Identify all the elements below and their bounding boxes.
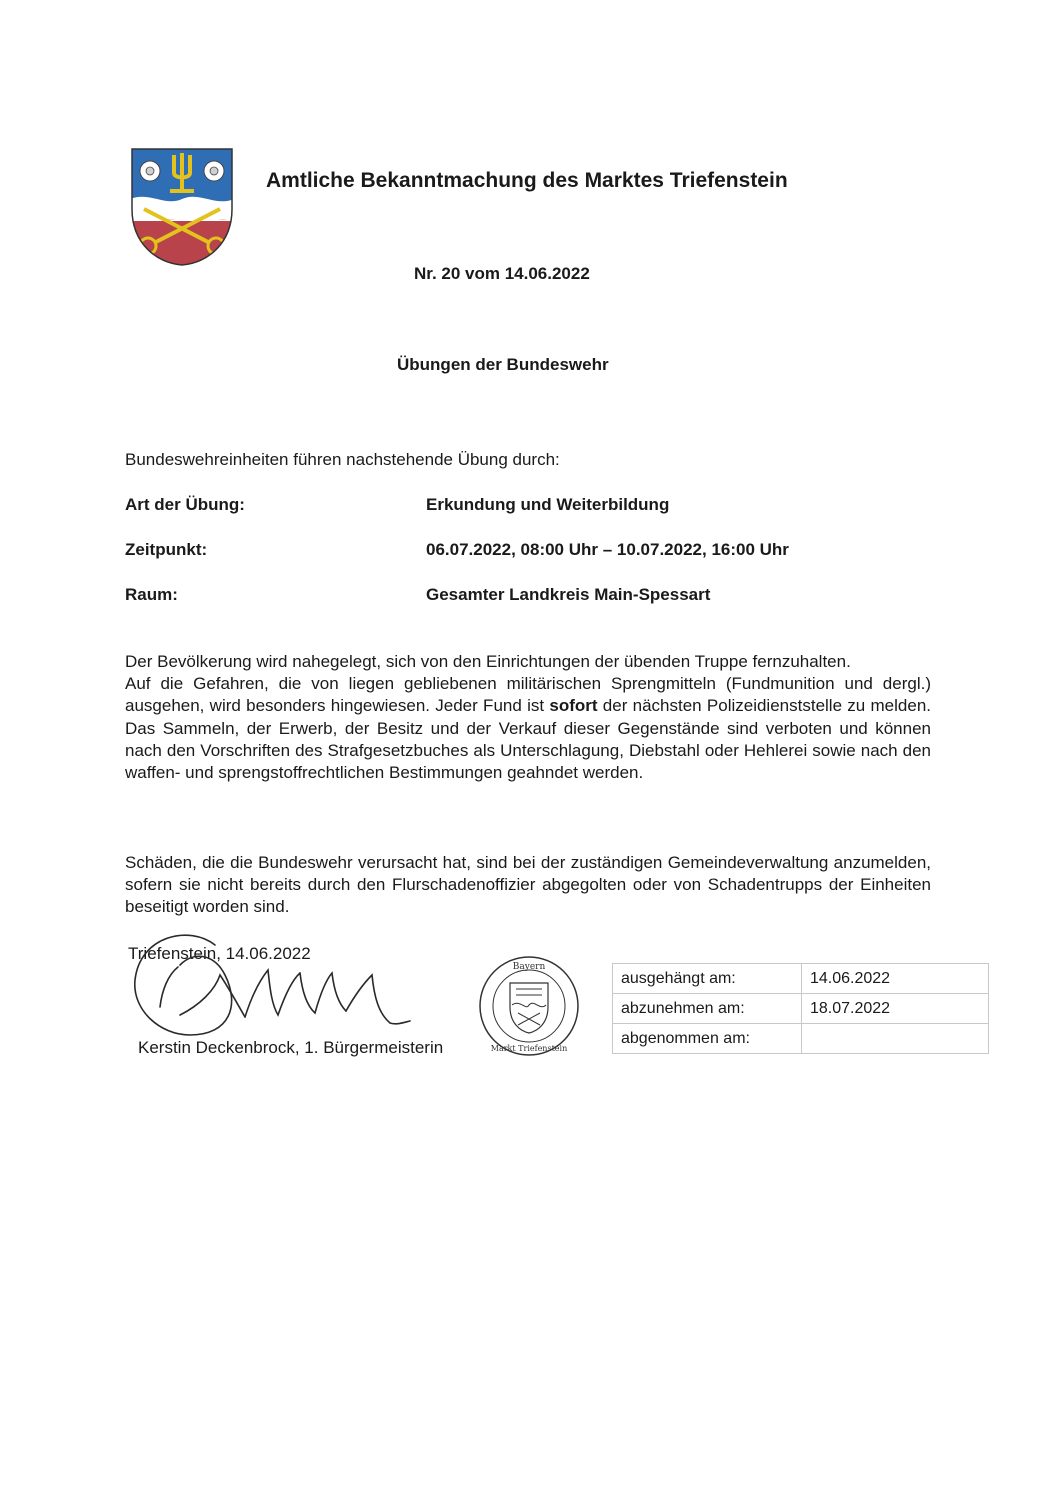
damages-paragraph: Schäden, die die Bundeswehr verursacht hat, sind bei der zuständigen Gemeindeverwaltung anzumelden, sofern sie nicht bereits durch den Flurschadenoffizier abgegolten oder von Schadentrupps der Einheiten beseitigt worden sind. (125, 853, 931, 917)
place-date: Triefenstein, 14.06.2022 (128, 944, 311, 963)
detail-label-art: Art der Übung: (125, 495, 245, 514)
posting-label: abzunehmen am: (613, 994, 802, 1024)
posting-label: abgenommen am: (613, 1024, 802, 1054)
table-row (613, 1024, 989, 1054)
handwritten-signature-icon (120, 895, 420, 1055)
seal-text-bottom: Markt Triefenstein (490, 1044, 568, 1053)
detail-value-zeitpunkt: 06.07.2022, 08:00 Uhr – 10.07.2022, 16:00 Uhr (426, 540, 789, 559)
page-title: Amtliche Bekanntmachung des Marktes Triefenstein (266, 169, 788, 192)
paragraph-bold: sofort (549, 696, 598, 716)
triefenstein-coat-of-arms-icon (130, 147, 234, 267)
paragraph-main (125, 673, 931, 784)
municipal-seal-icon (478, 955, 580, 1057)
posting-value: 14.06.2022 (802, 964, 989, 994)
detail-label-raum: Raum: (125, 585, 178, 604)
subject-heading: Übungen der Bundeswehr (397, 355, 609, 374)
table-row (613, 964, 989, 994)
table-row (613, 994, 989, 1024)
signer-name: Kerstin Deckenbrock, 1. Bürgermeisterin (138, 1038, 444, 1057)
paragraph-text-b: der nächsten Polizeidienststelle zu melden. Das Sammeln, der Erwerb, der Besitz und der Verkauf dieser Gegenstände sind verboten und können nach den Vorschriften des Strafgesetzbuches als Unterschlagung, Diebstahl oder Hehlerei sowie nach den waffen- und sprengstoffrechtlichen Bestimmungen geahndet werden. (125, 696, 931, 783)
posting-value: 18.07.2022 (802, 994, 989, 1024)
posting-value (802, 1024, 989, 1054)
warning-paragraph (125, 651, 931, 784)
detail-label-zeitpunkt: Zeitpunkt: (125, 540, 208, 559)
issue-number: Nr. 20 vom 14.06.2022 (414, 264, 590, 283)
posting-label: ausgehängt am: (613, 964, 802, 994)
detail-value-art: Erkundung und Weiterbildung (426, 495, 670, 514)
paragraph-line-1: Der Bevölkerung wird nahegelegt, sich von den Einrichtungen der übenden Truppe fernzuhalten. (125, 652, 851, 671)
paragraph-text-a: Auf die Gefahren, die von liegen gebliebenen militärischen Sprengmitteln (Fundmunition und dergl.) ausgehen, wird besonders hingewiesen. Jeder Fund ist (125, 674, 931, 716)
posting-table (612, 963, 989, 1054)
seal-text-top: Bayern (512, 962, 546, 972)
intro-text: Bundeswehreinheiten führen nachstehende Übung durch: (125, 450, 560, 469)
detail-value-raum: Gesamter Landkreis Main-Spessart (426, 585, 711, 604)
